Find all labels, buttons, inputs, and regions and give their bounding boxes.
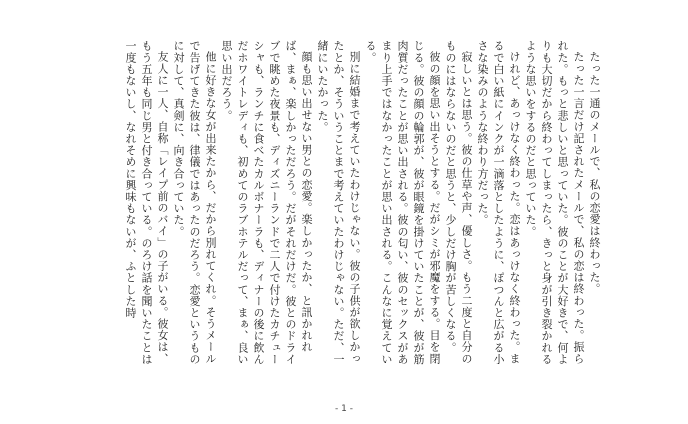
paragraph: 彼の顔を思い出そうとする。だがシミが邪魔をする。目を閉じる。彼の顔の輪郭が、彼が眼鏡を掛けていたことが、彼が筋肉質だったことが思い出される。彼の匂い、彼のセックスがあまり上手ではなかったことが思い出される。こんなに覚えている。 — [364, 40, 441, 365]
paragraph: 他に好きな女が出来たから、だから別れてくれ。そうメールで告げてきた彼は、律儀ではあったのだろう。恋愛というものに対して、真剣に、向き合っていた。 — [172, 40, 217, 365]
paragraph: たった一言だけ記されたメールで、私の恋は終わった。振られた。もっと悲しいと思っていた。彼のことが大好きで、何よりも大切だから終わってしまったら、きっと身が引き裂かれるような思いをするのだと思っていた。 — [524, 40, 585, 365]
vertical-text-body — [82, 40, 602, 374]
paragraph: 友人に一人、自称「レイプ前のバイ」の子がいる。彼女は、もう五年も同じ男と付き合っている。のろけ話を聞いたことは一度もないし、なれそめに興味もないが、ふとした時 — [124, 40, 169, 365]
paragraph: 別に結婚まで考えていたわけじゃない。彼の子供が欲しかったとか、そういうことまで考えていたわけじゃない。ただ、一緒にいたかった。 — [316, 40, 361, 365]
paragraph: たった一通のメールで、私の恋愛は終わった。 — [588, 51, 601, 295]
paragraph: 顔も思い出せない男との恋愛。楽しかったか、と訊かれれば、まぁ、楽しかっただろう。だがそれだけだ。彼とのドライブで眺めた夜景も、ディズニーランドで二人で付けたカチューシャも、ランチに食べたカルボナーラも、ディナーの後に飲んだホワイトレディも、初めてのラブホテルだって、まぁ、良い思い出だろう。 — [220, 40, 313, 365]
paragraph: けれど、あっけなく終わった。恋はあっけなく終わった。まるで白い紙にインクが一滴落としたように、ぽつんと広がる小さな染みのような終わり方だった。 — [476, 40, 521, 365]
page-number: - 1 - — [335, 404, 353, 414]
paragraph: 寂しいとは思う。彼の仕草や声、優しさ。もう二度と自分のものにはならないのだと思うと、少しだけ胸が苦しくなる。 — [444, 40, 473, 365]
